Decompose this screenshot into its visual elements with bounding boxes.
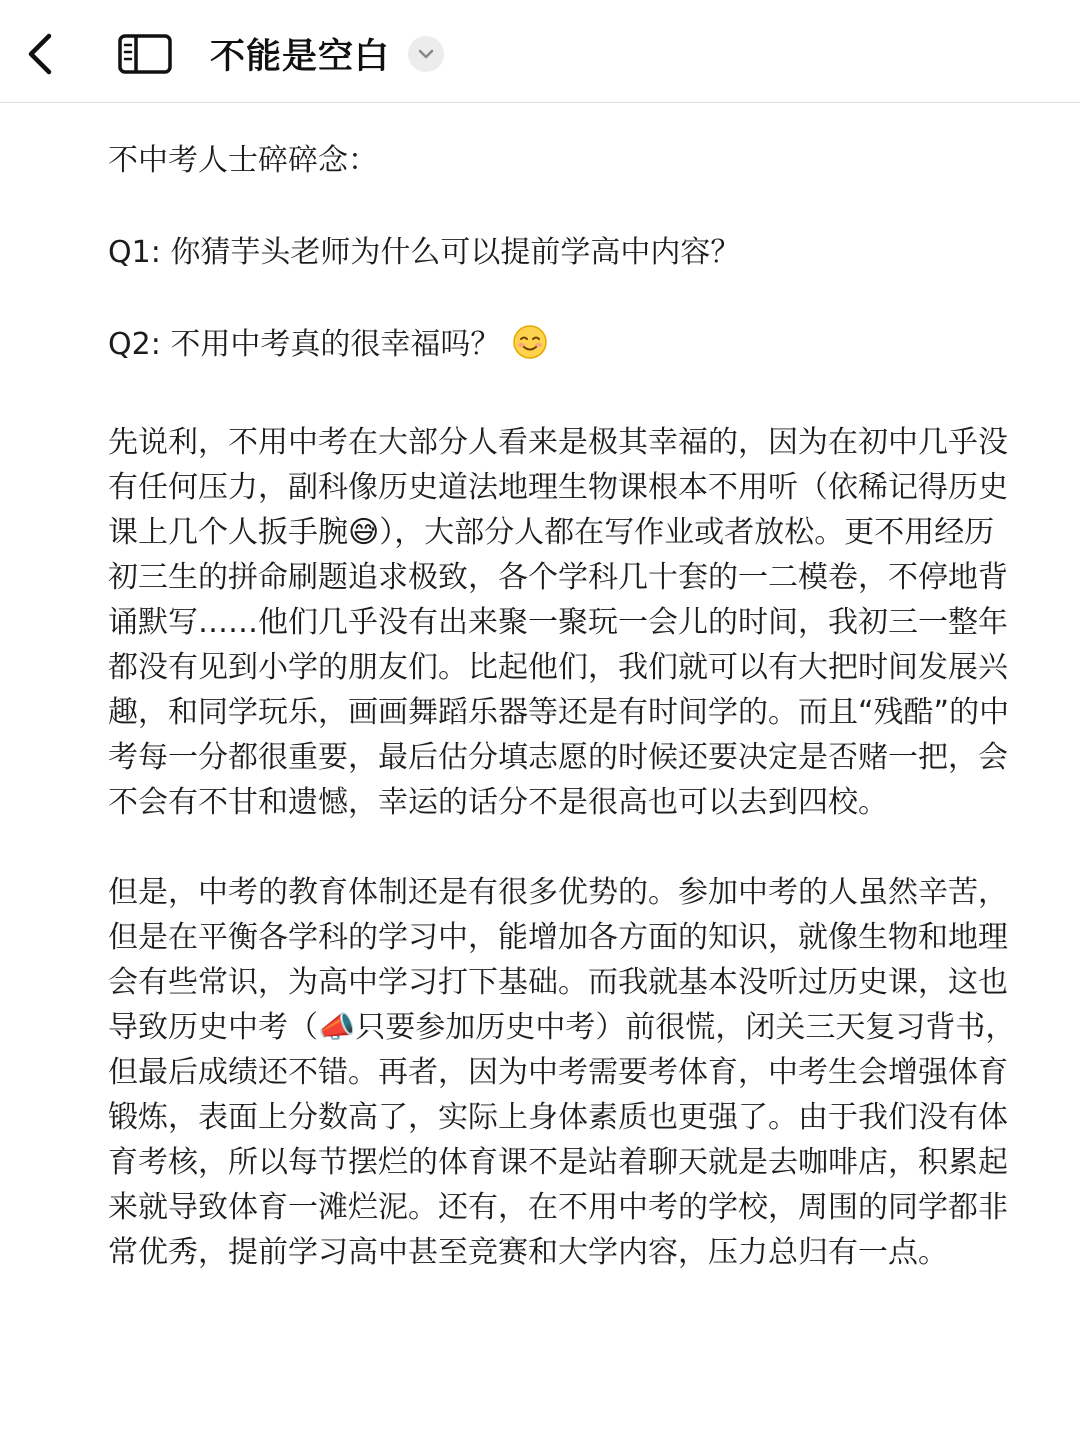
chevron-down-icon bbox=[417, 48, 435, 60]
note-body[interactable] bbox=[108, 138, 1018, 1275]
document-title-dropdown[interactable] bbox=[210, 24, 444, 84]
relieved-face-emoji-icon bbox=[512, 324, 548, 373]
blank-line bbox=[108, 275, 1018, 322]
sidebar-toggle-icon bbox=[117, 33, 173, 75]
chevron-left-icon bbox=[25, 32, 55, 76]
blank-line bbox=[108, 373, 1018, 420]
blank-line bbox=[108, 825, 1018, 870]
paragraph-cons: 但是，中考的教育体制还是有很多优势的。参加中考的人虽然辛苦，但是在平衡各学科的学习中，能增加各方面的知识，就像生物和地理会有些常识，为高中学习打下基础。而我就基本没听过历史课，这也导致历史中考（📣只要参加历史中考）前很慌，闭关三天复习背书，但最后成绩还不错。再者，因为中考需要考体育，中考生会增强体育锻炼，表面上分数高了，实际上身体素质也更强了。由于我们没有体育考核，所以每节摆烂的体育课不是站着聊天就是去咖啡店，积累起来就导致体育一滩烂泥。还有，在不用中考的学校，周围的同学都非常优秀，提前学习高中甚至竞赛和大学内容，压力总归有一点。 bbox=[108, 875, 1016, 1270]
title-dropdown-toggle[interactable] bbox=[408, 36, 444, 72]
question-1: Q1: 你猜芋头老师为什么可以提前学高中内容？ bbox=[108, 235, 741, 270]
question-2: Q2: 不用中考真的很幸福吗？ bbox=[108, 327, 501, 362]
sidebar-toggle-button[interactable] bbox=[114, 30, 176, 78]
document-title: 不能是空白 bbox=[210, 37, 391, 77]
top-bar bbox=[0, 0, 1080, 103]
back-button[interactable] bbox=[18, 24, 62, 84]
blank-line bbox=[108, 183, 1018, 230]
note-heading: 不中考人士碎碎念： bbox=[108, 143, 378, 178]
paragraph-pros: 先说利，不用中考在大部分人看来是极其幸福的，因为在初中几乎没有任何压力，副科像历史道法地理生物课根本不用听（依稀记得历史课上几个人扳手腕😅），大部分人都在写作业或者放松。更不用经历初三生的拼命刷题追求极致，各个学科几十套的一二模卷，不停地背诵默写……他们几乎没有出来聚一聚玩一会儿的时间，我初三一整年都没有见到小学的朋友们。比起他们，我们就可以有大把时间发展兴趣，和同学玩乐，画画舞蹈乐器等还是有时间学的。而且“残酷”的中考每一分都很重要，最后估分填志愿的时候还要决定是否赌一把，会不会有不甘和遗憾，幸运的话分不是很高也可以去到四校。 bbox=[108, 425, 1010, 820]
question-2-line bbox=[108, 322, 1018, 373]
